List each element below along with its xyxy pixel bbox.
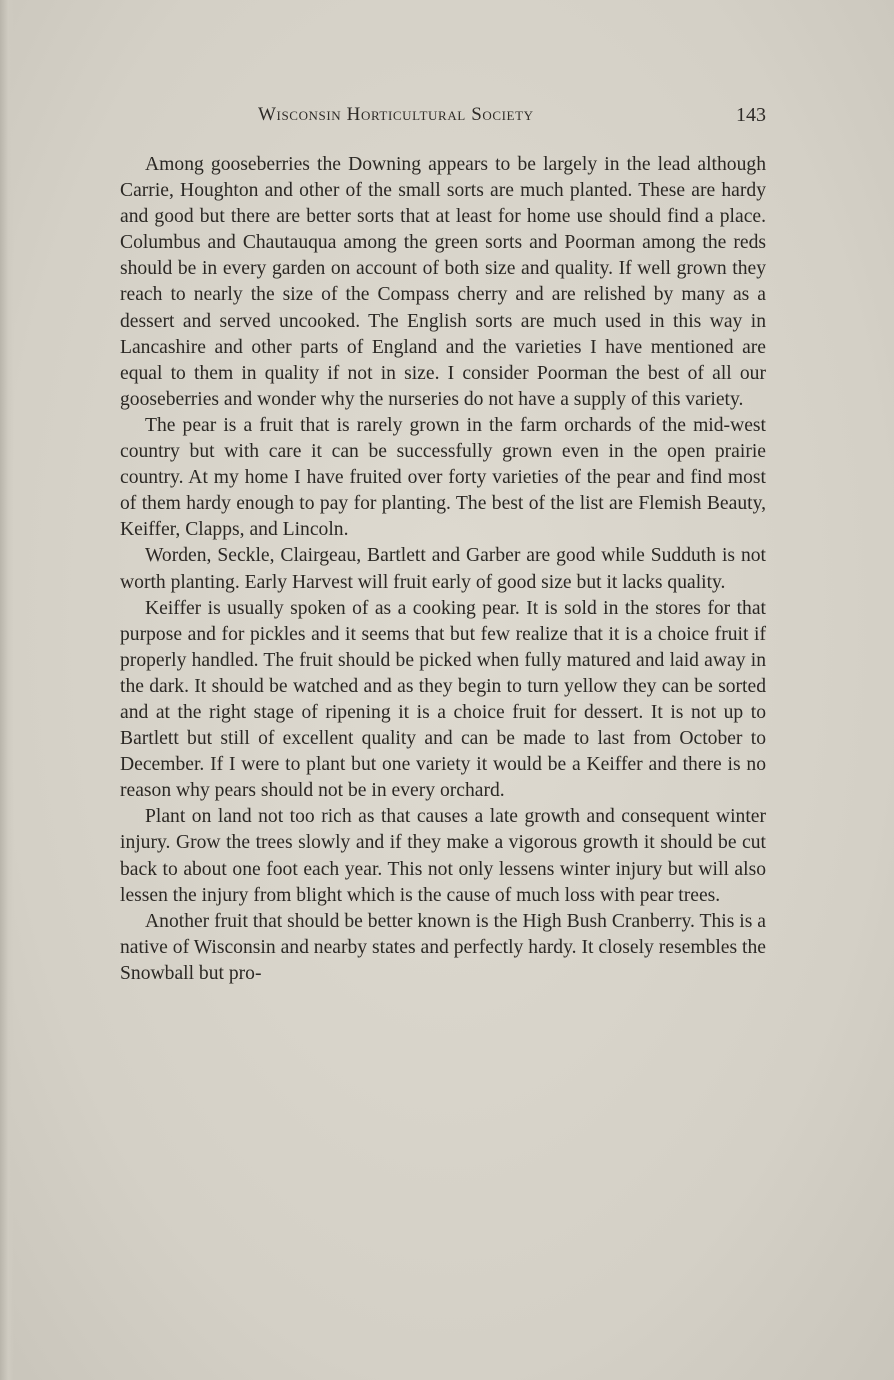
page-binding-edge: [0, 0, 14, 1380]
paragraph-gooseberries: Among gooseberries the Downing appears to be largely in the lead although Carrie, Houghton and other of the small sorts are much planted. These are hardy and good but there are better sorts that at least for home use should find a place. Columbus and Chautauqua among the green sorts and Poorman among the reds should be in every garden on account of both size and quality. If well grown they reach to nearly the size of the Compass cherry and are relished by many as a dessert and served uncooked. The English sorts are much used in this way in Lancashire and other parts of England and the varieties I have mentioned are equal to them in quality if not in size. I consider Poorman the best of all our gooseberries and wonder why the nurseries do not have a supply of this variety.: [120, 154, 766, 410]
paragraph-cranberry: Another fruit that should be better known is the High Bush Cranberry. This is a native of Wisconsin and nearby states and perfectly hardy. It closely resembles the Snowball but pro-: [120, 910, 766, 984]
paragraph-keiffer: Keiffer is usually spoken of as a cooking pear. It is sold in the stores for that purpose and for pickles and it seems that but few realize that it is a choice fruit if properly handled. The fruit should be picked when fully matured and laid away in the dark. It should be watched and as they begin to turn yellow they can be sorted and at the right stage of ripening it is a choice fruit for dessert. It is not up to Bartlett but still of excellent quality and can be made to last from October to December. If I were to plant but one variety it would be a Keiffer and there is no reason why pears should not be in every orchard.: [120, 597, 766, 802]
running-title: Wisconsin Horticultural Society: [258, 104, 534, 125]
paragraph-pear-varieties: Worden, Seckle, Clairgeau, Bartlett and Garber are good while Sudduth is not worth planting. Early Harvest will fruit early of good size but it lacks quality.: [120, 545, 766, 593]
paragraph-planting: Plant on land not too rich as that causes a late growth and consequent winter injury. Grow the trees slowly and if they make a vigorous growth it should be cut back to about one foot each year. This not only lessens winter injury but will also lessen the injury from blight which is the cause of much loss with pear trees.: [120, 806, 766, 906]
page-header: [120, 104, 768, 134]
body-text: [120, 152, 766, 987]
page-number: 143: [736, 104, 766, 126]
paragraph-pear-intro: The pear is a fruit that is rarely grown in the farm orchards of the mid-west country but with care it can be successfully grown even in the open prairie country. At my home I have fruited over forty varieties of the pear and find most of them hardy enough to pay for planting. The best of the list are Flemish Beauty, Keiffer, Clapps, and Lincoln.: [120, 414, 766, 541]
